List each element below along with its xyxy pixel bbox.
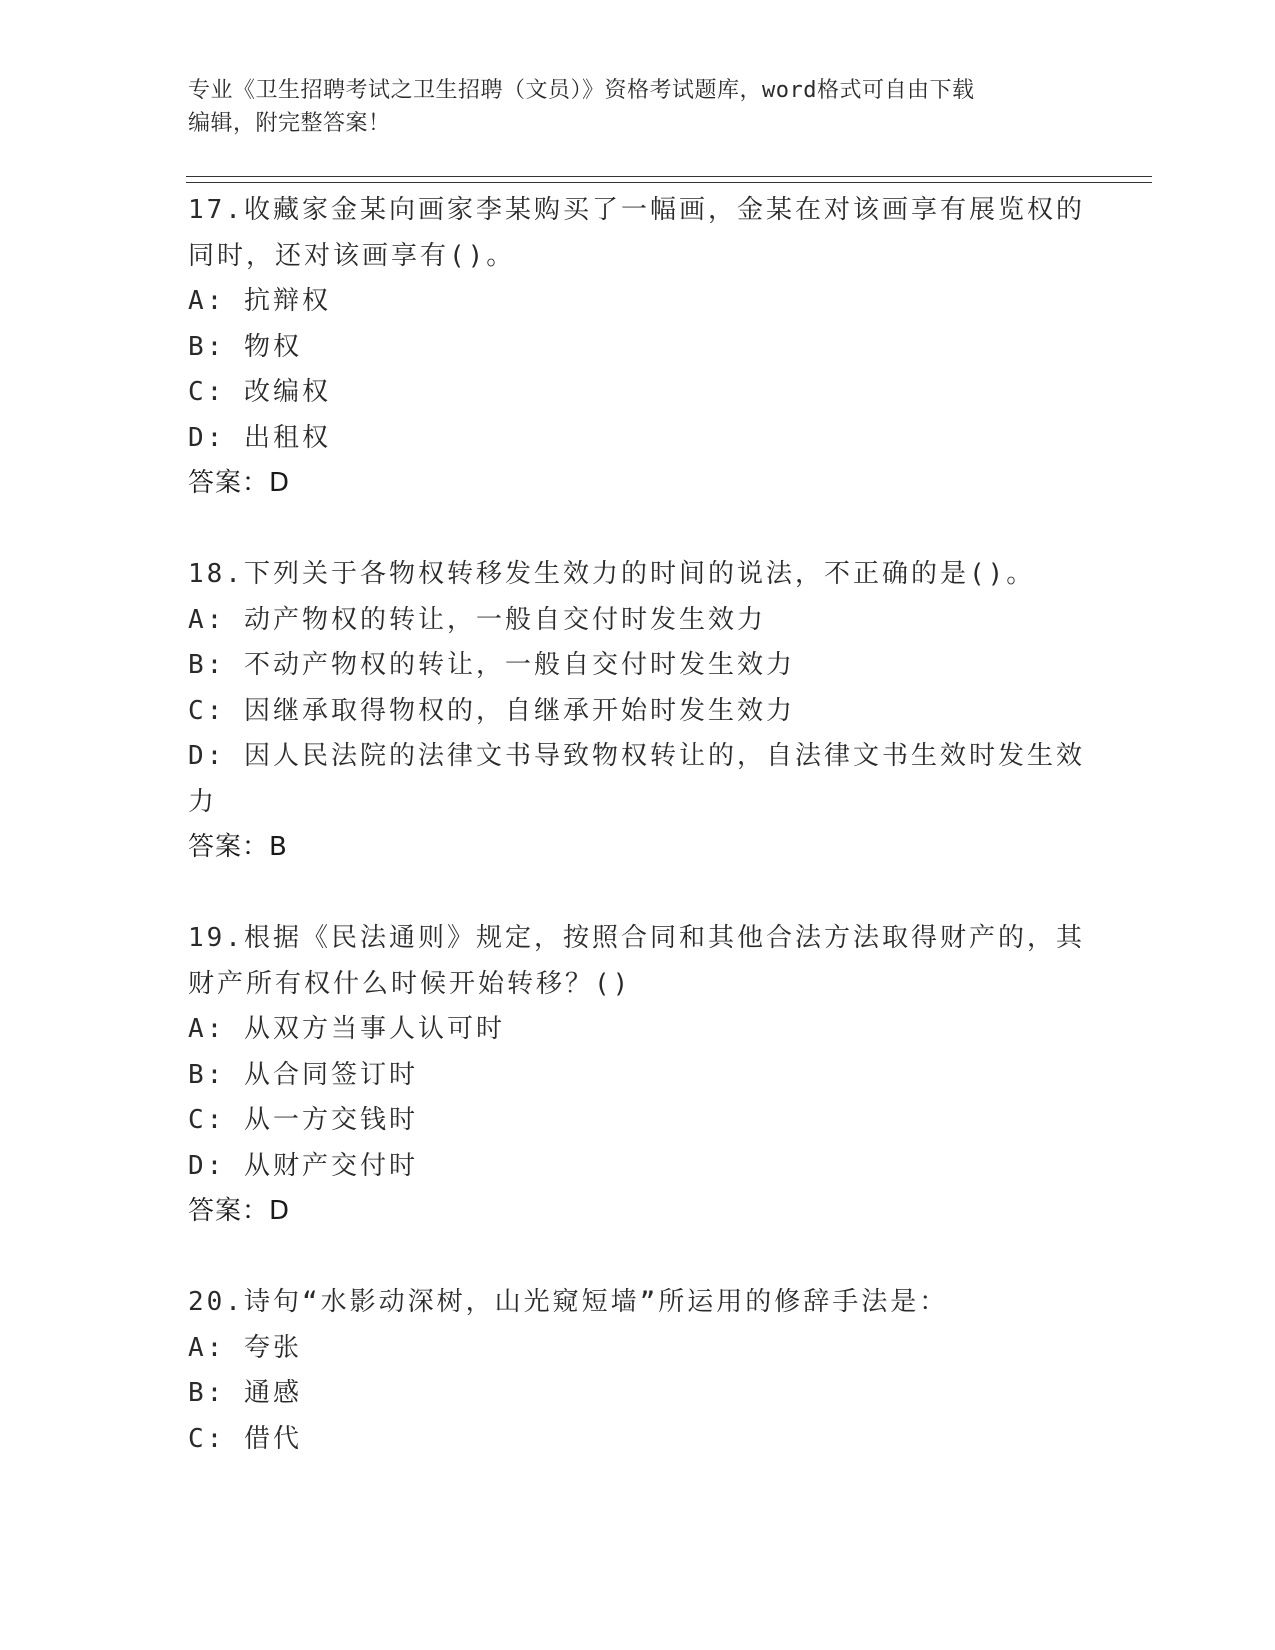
question-text: 20.诗句“水影动深树，山光窥短墙”所运用的修辞手法是： [188, 1287, 949, 1317]
question-spacer [188, 1235, 1088, 1281]
answer: 答案：D [188, 468, 291, 498]
option-b: B: 通感 [188, 1378, 302, 1408]
question-text: 19.根据《民法通则》规定，按照合同和其他合法方法取得财产的，其财产所有权什么时候开始转移？() [188, 923, 1085, 999]
question-18 [188, 552, 1088, 871]
question-spacer [188, 507, 1088, 553]
option-d: D: 因人民法院的法律文书导致物权转让的，自法律文书生效时发生效力 [188, 741, 1085, 817]
option-c: C: 改编权 [188, 377, 331, 407]
header-line-2: 编辑，附完整答案！ [188, 111, 391, 136]
question-list [188, 188, 1088, 1462]
option-c: C: 从一方交钱时 [188, 1105, 418, 1135]
question-19 [188, 916, 1088, 1235]
answer: 答案：B [188, 832, 288, 862]
option-a: A: 夸张 [188, 1332, 302, 1363]
option-c: C: 因继承取得物权的，自继承开始时发生效力 [188, 695, 795, 726]
option-a: A: 从双方当事人认可时 [188, 1014, 505, 1044]
header-divider-bottom [186, 182, 1152, 183]
option-d: D: 出租权 [188, 422, 331, 453]
question-spacer [188, 871, 1088, 917]
document-header [188, 74, 1088, 140]
option-b: B: 不动产物权的转让，一般自交付时发生效力 [188, 650, 795, 680]
option-b: B: 物权 [188, 331, 302, 362]
option-c: C: 借代 [188, 1423, 302, 1454]
question-text: 17.收藏家金某向画家李某购买了一幅画，金某在对该画享有展览权的同时，还对该画享有()。 [188, 195, 1085, 271]
option-d: D: 从财产交付时 [188, 1150, 418, 1181]
option-a: A: 抗辩权 [188, 286, 331, 316]
question-20 [188, 1280, 1088, 1462]
answer: 答案：D [188, 1196, 291, 1226]
question-17 [188, 188, 1088, 507]
question-text: 18.下列关于各物权转移发生效力的时间的说法，不正确的是()。 [188, 559, 1036, 589]
header-divider-top [186, 176, 1152, 177]
option-a: A: 动产物权的转让，一般自交付时发生效力 [188, 604, 766, 635]
option-b: B: 从合同签订时 [188, 1059, 418, 1090]
header-line-1: 专业《卫生招聘考试之卫生招聘（文员）》资格考试题库，word格式可自由下载 [188, 78, 975, 103]
